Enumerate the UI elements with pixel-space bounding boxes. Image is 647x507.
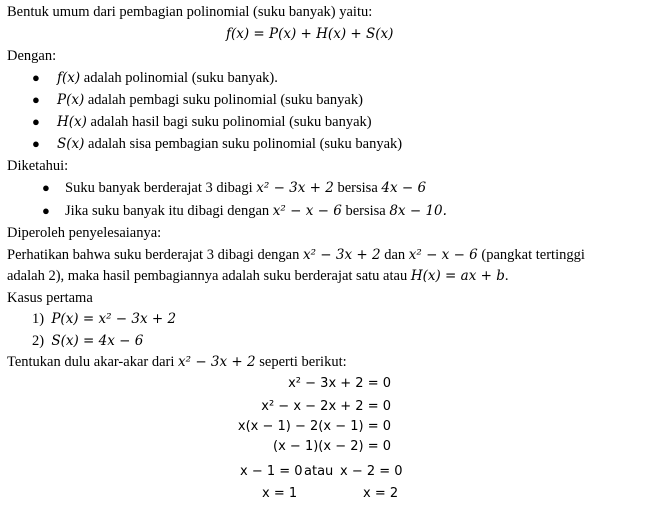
step-equation: (x − 1)(x − 2) = 0: [273, 439, 391, 454]
bullet-icon: ●: [42, 180, 50, 195]
bullet-icon: ●: [32, 70, 40, 85]
definition-item: S(x) adalah sisa pembagian suku polinomial (suku banyak): [57, 136, 403, 152]
perhatikan-line-1: Perhatikan bahwa suku berderajat 3 dibagi dengan x² − 3x + 2 dan x² − x − 6 (pangkat tertinggi: [7, 247, 585, 263]
step-equation: x(x − 1) − 2(x − 1) = 0: [237, 419, 391, 434]
root-equation-left: x − 1 = 0: [240, 464, 303, 479]
root-equation-right: x − 2 = 0: [340, 464, 403, 479]
step-equation: x² − x − 2x + 2 = 0: [261, 399, 391, 414]
diperoleh-label: Diperoleh penyelesaianya:: [7, 225, 162, 241]
root-solution-right: x = 2: [363, 486, 399, 501]
intro-text: Bentuk umum dari pembagian polinomial (suku banyak) yaitu:: [7, 4, 373, 20]
known-item: Jika suku banyak itu dibagi dengan x² − x − 6 bersisa 8x − 10.: [65, 203, 447, 219]
kasus-label: Kasus pertama: [7, 290, 93, 306]
kasus-item: 1) P(x) = x² − 3x + 2: [32, 311, 177, 327]
perhatikan-line-2: adalah 2), maka hasil pembagiannya adalah suku berderajat satu atau H(x) = ax + b.: [7, 268, 509, 284]
diketahui-label: Diketahui:: [7, 158, 69, 174]
general-formula: f(x) = P(x) + H(x) + S(x): [226, 26, 394, 42]
definition-item: P(x) adalah pembagi suku polinomial (suku banyak): [57, 92, 363, 108]
bullet-icon: ●: [42, 203, 50, 218]
atau-text: atau: [304, 464, 334, 479]
kasus-item: 2) S(x) = 4x − 6: [32, 333, 144, 349]
bullet-icon: ●: [32, 136, 40, 151]
tentukan-text: Tentukan dulu akar-akar dari x² − 3x + 2 seperti berikut:: [7, 354, 347, 370]
definition-item: f(x) adalah polinomial (suku banyak).: [57, 70, 278, 86]
dengan-label: Dengan:: [7, 48, 57, 64]
known-item: Suku banyak berderajat 3 dibagi x² − 3x + 2 bersisa 4x − 6: [65, 180, 427, 196]
step-equation: x² − 3x + 2 = 0: [288, 376, 391, 391]
bullet-icon: ●: [32, 92, 40, 107]
root-solution-left: x = 1: [262, 486, 298, 501]
definition-item: H(x) adalah hasil bagi suku polinomial (suku banyak): [57, 114, 372, 130]
bullet-icon: ●: [32, 114, 40, 129]
